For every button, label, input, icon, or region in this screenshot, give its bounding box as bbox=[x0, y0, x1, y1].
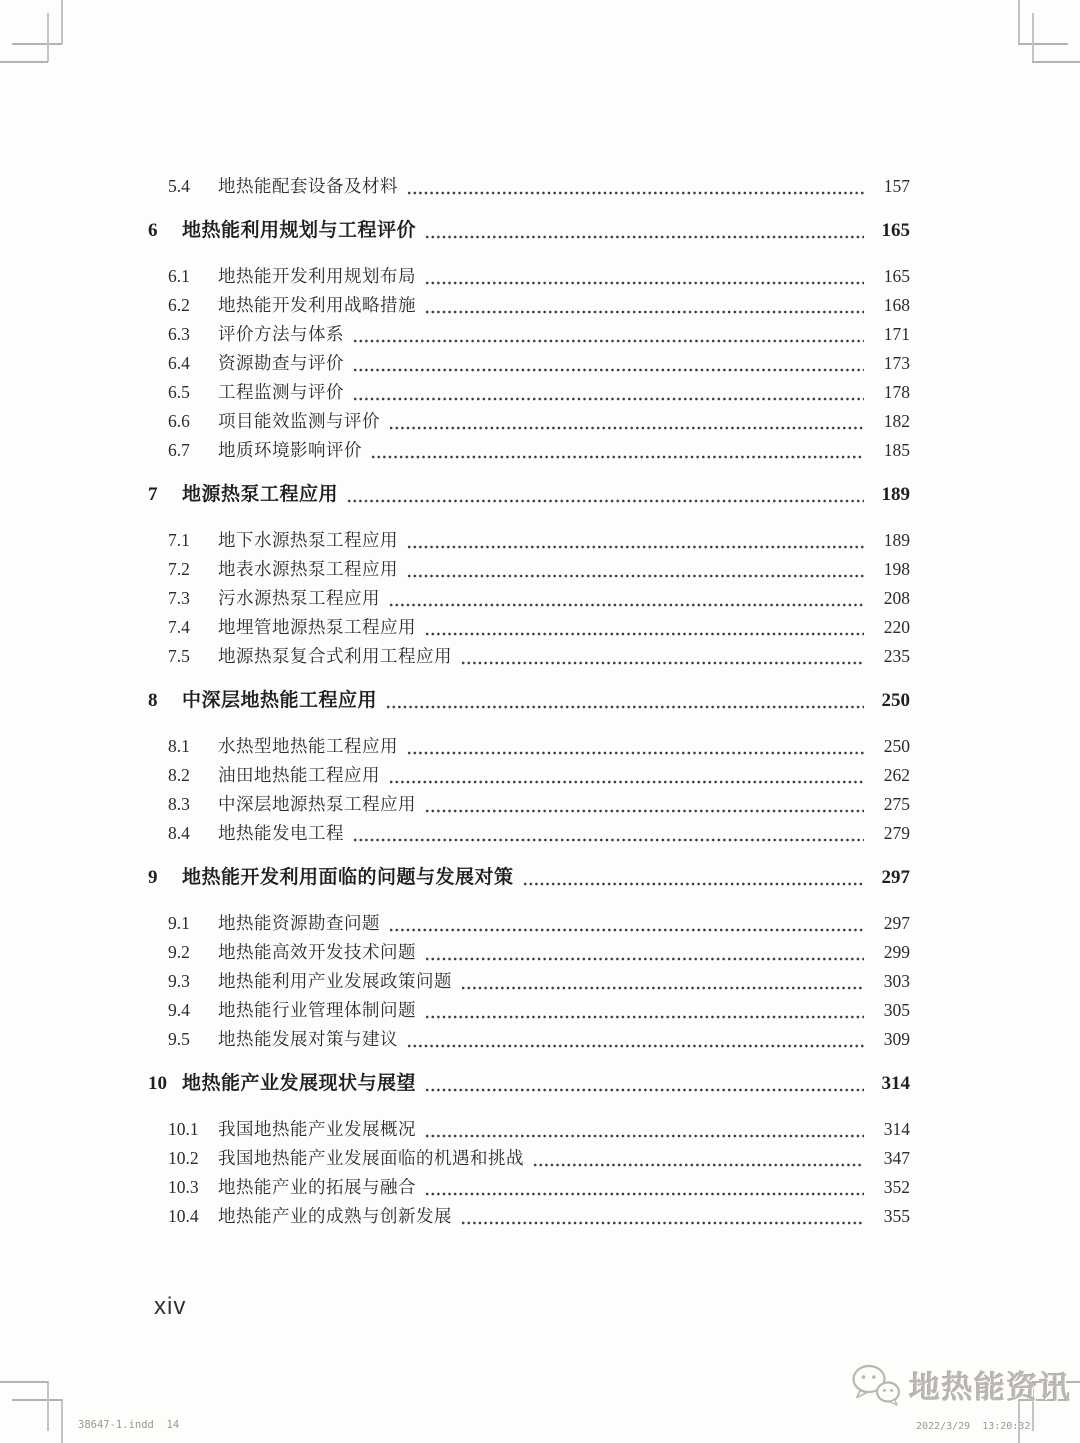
entry-title: 地热能发电工程 bbox=[218, 823, 344, 843]
entry-title: 地热能发展对策与建议 bbox=[218, 1029, 398, 1049]
dot-leader bbox=[533, 1144, 864, 1173]
entry-number: 6.4 bbox=[168, 353, 190, 373]
crop-mark bbox=[1018, 43, 1068, 45]
entry-title: 地热能利用产业发展政策问题 bbox=[218, 971, 452, 991]
entry-page-number: 297 bbox=[883, 913, 910, 933]
toc-chapter-row bbox=[146, 686, 910, 715]
entry-title: 我国地热能产业发展面临的机遇和挑战 bbox=[218, 1148, 524, 1168]
entry-number: 8.2 bbox=[168, 765, 190, 785]
toc-entry-row bbox=[146, 909, 910, 938]
crop-mark bbox=[12, 43, 62, 45]
entry-number: 9.4 bbox=[168, 1000, 190, 1020]
dot-leader bbox=[425, 996, 864, 1025]
dot-leader bbox=[425, 1173, 864, 1202]
dot-leader bbox=[353, 819, 864, 848]
entry-page-number: 198 bbox=[883, 559, 910, 579]
dot-leader bbox=[425, 938, 864, 967]
toc-entry-row bbox=[146, 526, 910, 555]
entry-title: 中深层地热能工程应用 bbox=[182, 690, 378, 711]
dot-leader bbox=[461, 1202, 864, 1231]
entry-page-number: 208 bbox=[883, 588, 910, 608]
dot-leader bbox=[425, 790, 864, 819]
toc-entry-row bbox=[146, 967, 910, 996]
entry-title: 地源热泵工程应用 bbox=[182, 484, 339, 505]
toc-entry-row bbox=[146, 436, 910, 465]
toc-entry-row bbox=[146, 1202, 910, 1231]
entry-number: 10.4 bbox=[168, 1206, 199, 1226]
entry-title: 地热能行业管理体制问题 bbox=[218, 1000, 416, 1020]
entry-title: 中深层地源热泵工程应用 bbox=[218, 794, 416, 814]
crop-mark bbox=[0, 61, 48, 63]
entry-number: 9.1 bbox=[168, 913, 190, 933]
entry-number: 10.3 bbox=[168, 1177, 199, 1197]
dot-leader bbox=[425, 262, 864, 291]
entry-number: 9.3 bbox=[168, 971, 190, 991]
toc-entry-row bbox=[146, 642, 910, 671]
entry-page-number: 355 bbox=[883, 1206, 910, 1226]
toc-entry-row bbox=[146, 1025, 910, 1054]
toc-entry-row bbox=[146, 378, 910, 407]
entry-title: 地下水源热泵工程应用 bbox=[218, 530, 398, 550]
entry-page-number: 168 bbox=[883, 295, 910, 315]
entry-number: 6.1 bbox=[168, 266, 190, 286]
entry-title: 水热型地热能工程应用 bbox=[218, 736, 398, 756]
entry-number: 10.2 bbox=[168, 1148, 199, 1168]
entry-title: 地热能产业发展现状与展望 bbox=[182, 1073, 417, 1094]
entry-title: 地热能产业的拓展与融合 bbox=[218, 1177, 416, 1197]
toc-entry-row bbox=[146, 1173, 910, 1202]
dot-leader bbox=[425, 613, 864, 642]
entry-page-number: 189 bbox=[881, 484, 910, 505]
dot-leader bbox=[461, 967, 864, 996]
crop-mark bbox=[61, 0, 63, 44]
watermark-text: 地热能资讯 bbox=[909, 1369, 1072, 1405]
toc-entry-row bbox=[146, 407, 910, 436]
entry-title: 评价方法与体系 bbox=[218, 324, 344, 344]
dot-leader bbox=[523, 863, 864, 892]
crop-mark bbox=[61, 1399, 63, 1443]
entry-number: 9.2 bbox=[168, 942, 190, 962]
entry-page-number: 262 bbox=[883, 765, 910, 785]
dot-leader bbox=[371, 436, 864, 465]
toc-chapter-row bbox=[146, 216, 910, 245]
toc-entry-row bbox=[146, 613, 910, 642]
entry-page-number: 250 bbox=[883, 736, 910, 756]
entry-number: 8.4 bbox=[168, 823, 190, 843]
toc-entry-row bbox=[146, 584, 910, 613]
entry-number: 6.5 bbox=[168, 382, 190, 402]
dot-leader bbox=[347, 480, 864, 509]
entry-page-number: 165 bbox=[883, 266, 910, 286]
crop-mark bbox=[47, 13, 49, 62]
entry-page-number: 279 bbox=[883, 823, 910, 843]
entry-title: 地热能利用规划与工程评价 bbox=[182, 220, 417, 241]
dot-leader bbox=[425, 291, 864, 320]
print-slug-filename: 38647-1.indd 14 bbox=[78, 1419, 180, 1431]
entry-number: 7.4 bbox=[168, 617, 190, 637]
toc-chapter-row bbox=[146, 863, 910, 892]
toc-entry-row bbox=[146, 1115, 910, 1144]
dot-leader bbox=[353, 320, 864, 349]
entry-title: 我国地热能产业发展概况 bbox=[218, 1119, 416, 1139]
dot-leader bbox=[461, 642, 864, 671]
entry-page-number: 171 bbox=[883, 324, 910, 344]
crop-mark bbox=[1032, 61, 1080, 63]
dot-leader bbox=[425, 1115, 864, 1144]
entry-title: 地质环境影响评价 bbox=[218, 440, 362, 460]
entry-page-number: 173 bbox=[883, 353, 910, 373]
toc-list bbox=[146, 172, 910, 1231]
toc-entry-row bbox=[146, 555, 910, 584]
entry-page-number: 352 bbox=[883, 1177, 910, 1197]
toc-entry-row bbox=[146, 938, 910, 967]
entry-page-number: 189 bbox=[883, 530, 910, 550]
entry-page-number: 314 bbox=[883, 1119, 910, 1139]
entry-title: 地热能产业的成熟与创新发展 bbox=[218, 1206, 452, 1226]
dot-leader bbox=[407, 555, 864, 584]
entry-page-number: 309 bbox=[883, 1029, 910, 1049]
entry-title: 地热能配套设备及材料 bbox=[218, 176, 398, 196]
entry-page-number: 303 bbox=[883, 971, 910, 991]
entry-title: 项目能效监测与评价 bbox=[218, 411, 380, 431]
dot-leader bbox=[425, 216, 864, 245]
entry-number: 7.3 bbox=[168, 588, 190, 608]
entry-number: 9.5 bbox=[168, 1029, 190, 1049]
entry-page-number: 297 bbox=[881, 867, 910, 888]
entry-page-number: 314 bbox=[881, 1073, 910, 1094]
entry-title: 地热能资源勘查问题 bbox=[218, 913, 380, 933]
entry-page-number: 185 bbox=[883, 440, 910, 460]
crop-mark bbox=[47, 1381, 49, 1431]
entry-page-number: 157 bbox=[883, 176, 910, 196]
entry-number: 10.1 bbox=[168, 1119, 199, 1139]
entry-number: 6.7 bbox=[168, 440, 190, 460]
entry-title: 地热能开发利用战略措施 bbox=[218, 295, 416, 315]
toc-entry-row bbox=[146, 732, 910, 761]
toc-entry-row bbox=[146, 996, 910, 1025]
dot-leader bbox=[407, 1025, 864, 1054]
entry-page-number: 220 bbox=[883, 617, 910, 637]
dot-leader bbox=[407, 732, 864, 761]
toc-entry-row bbox=[146, 1144, 910, 1173]
entry-title: 资源勘查与评价 bbox=[218, 353, 344, 373]
entry-page-number: 305 bbox=[883, 1000, 910, 1020]
entry-page-number: 165 bbox=[881, 220, 910, 241]
entry-number: 7.2 bbox=[168, 559, 190, 579]
entry-page-number: 347 bbox=[883, 1148, 910, 1168]
entry-title: 地表水源热泵工程应用 bbox=[218, 559, 398, 579]
crop-mark bbox=[12, 1399, 62, 1401]
dot-leader bbox=[425, 1069, 864, 1098]
crop-mark bbox=[0, 1381, 48, 1383]
toc-entry-row bbox=[146, 172, 910, 201]
print-slug-timestamp: 2022/3/29 13:20:32 bbox=[916, 1421, 1031, 1432]
entry-number: 8.3 bbox=[168, 794, 190, 814]
entry-title: 地埋管地源热泵工程应用 bbox=[218, 617, 416, 637]
toc-entry-row bbox=[146, 819, 910, 848]
entry-page-number: 275 bbox=[883, 794, 910, 814]
crop-mark bbox=[1018, 0, 1020, 44]
page-number: xiv bbox=[154, 1293, 187, 1320]
entry-title: 油田地热能工程应用 bbox=[218, 765, 380, 785]
wechat-icon bbox=[850, 1363, 902, 1412]
toc-entry-row bbox=[146, 291, 910, 320]
entry-number: 7.5 bbox=[168, 646, 190, 666]
dot-leader bbox=[389, 761, 864, 790]
entry-number: 6.3 bbox=[168, 324, 190, 344]
entry-title: 地热能开发利用面临的问题与发展对策 bbox=[182, 867, 514, 888]
toc-entry-row bbox=[146, 790, 910, 819]
entry-title: 地热能高效开发技术问题 bbox=[218, 942, 416, 962]
toc-chapter-row bbox=[146, 480, 910, 509]
entry-number: 5.4 bbox=[168, 176, 190, 196]
entry-number: 8.1 bbox=[168, 736, 190, 756]
toc-entry-row bbox=[146, 349, 910, 378]
dot-leader bbox=[389, 407, 864, 436]
dot-leader bbox=[407, 526, 864, 555]
dot-leader bbox=[407, 172, 864, 201]
toc-entry-row bbox=[146, 761, 910, 790]
toc-entry-row bbox=[146, 320, 910, 349]
entry-number: 6.6 bbox=[168, 411, 190, 431]
entry-title: 污水源热泵工程应用 bbox=[218, 588, 380, 608]
entry-page-number: 299 bbox=[883, 942, 910, 962]
toc-entry-row bbox=[146, 262, 910, 291]
entry-title: 地源热泵复合式利用工程应用 bbox=[218, 646, 452, 666]
dot-leader bbox=[353, 378, 864, 407]
entry-title: 地热能开发利用规划布局 bbox=[218, 266, 416, 286]
entry-number: 7.1 bbox=[168, 530, 190, 550]
dot-leader bbox=[353, 349, 864, 378]
entry-page-number: 178 bbox=[883, 382, 910, 402]
watermark bbox=[850, 1363, 1072, 1412]
toc-chapter-row bbox=[146, 1069, 910, 1098]
entry-page-number: 182 bbox=[883, 411, 910, 431]
entry-number: 8 bbox=[148, 690, 158, 711]
entry-title: 工程监测与评价 bbox=[218, 382, 344, 402]
dot-leader bbox=[389, 909, 864, 938]
entry-number: 10 bbox=[148, 1073, 167, 1094]
entry-page-number: 235 bbox=[883, 646, 910, 666]
crop-mark bbox=[1032, 13, 1034, 62]
entry-number: 6 bbox=[148, 220, 158, 241]
dot-leader bbox=[386, 686, 864, 715]
entry-page-number: 250 bbox=[881, 690, 910, 711]
entry-number: 6.2 bbox=[168, 295, 190, 315]
entry-number: 9 bbox=[148, 867, 158, 888]
dot-leader bbox=[389, 584, 864, 613]
entry-number: 7 bbox=[148, 484, 158, 505]
